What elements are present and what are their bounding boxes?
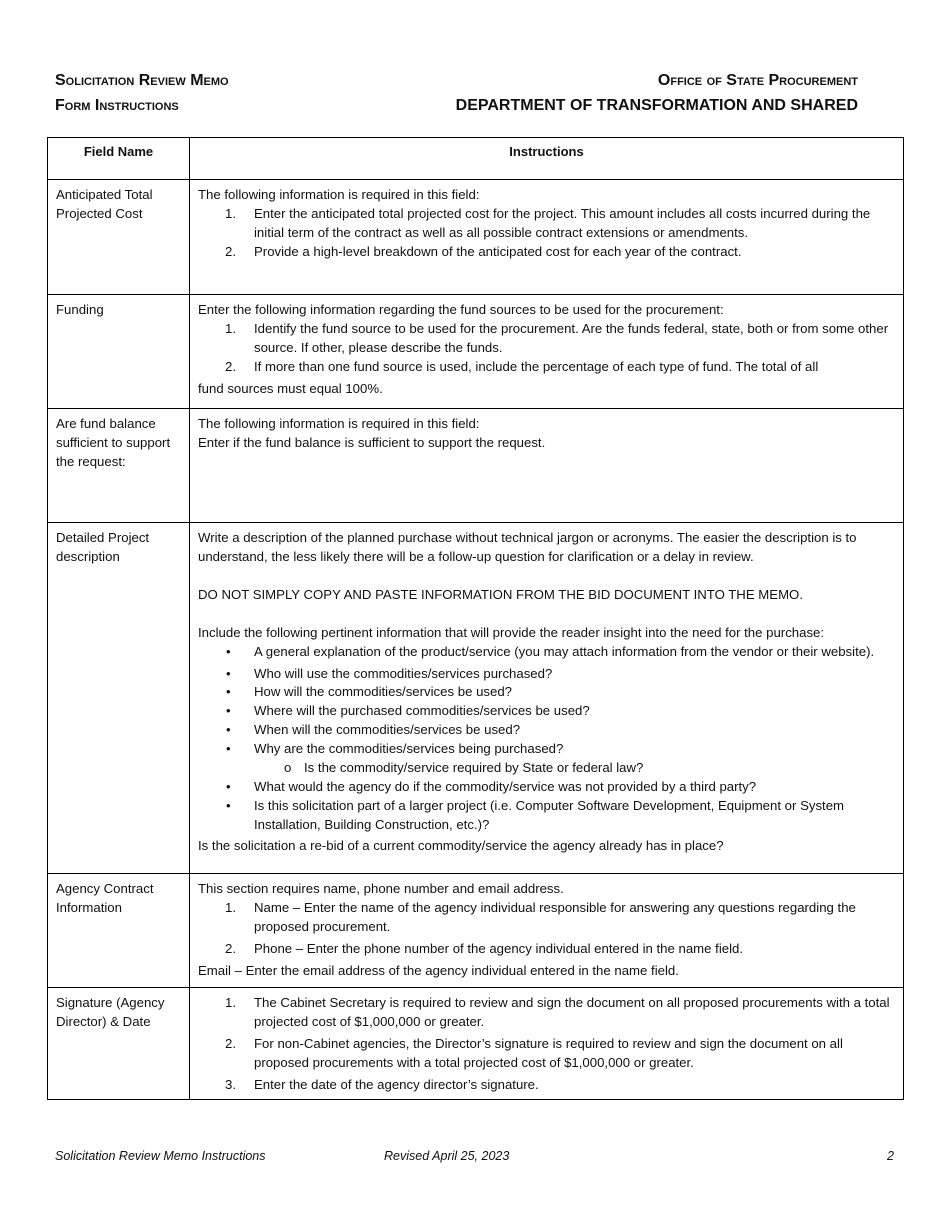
list-item: 2. If more than one fund source is used, include the percentage of each type of fund. The total of all bbox=[225, 358, 819, 374]
col-instructions: Instructions bbox=[190, 138, 904, 180]
instructions bbox=[190, 295, 904, 409]
list-item: 2. Provide a high-level breakdown of the anticipated cost for each year of the contract. bbox=[225, 243, 742, 259]
bullet-item: • When will the commodities/services be used? bbox=[226, 722, 521, 738]
field-name: Detailed Project description bbox=[48, 523, 190, 874]
instruction-text: fund sources must equal 100%. bbox=[198, 380, 383, 396]
page-number: 2 bbox=[887, 1149, 894, 1163]
doc-office bbox=[456, 68, 858, 118]
instruction-text: This section requires name, phone number and email address. bbox=[198, 881, 564, 896]
bullet-item: • Where will the purchased commodities/services be used? bbox=[226, 703, 590, 719]
footer-revised: Revised April 25, 2023 bbox=[384, 1149, 510, 1163]
instruction-text: Write a description of the planned purchase without technical jargon or acronyms. The easier the description is to understand, the less likely there will be a follow-up question for clarification or a delay in review. bbox=[198, 530, 857, 564]
doc-title bbox=[55, 68, 229, 118]
bullet-item: • How will the commodities/services be used? bbox=[226, 684, 512, 700]
field-name: Anticipated Total Projected Cost bbox=[48, 180, 190, 295]
list-item: 3. Enter the date of the agency director’s signature. bbox=[225, 1076, 539, 1092]
title-line-1: Solicitation Review Memo bbox=[55, 72, 229, 89]
table-row bbox=[48, 874, 904, 988]
instructions-table bbox=[47, 137, 904, 1100]
instruction-text: Is the solicitation a re-bid of a current commodity/service the agency already has in place? bbox=[198, 837, 724, 853]
col-field-name: Field Name bbox=[48, 138, 190, 180]
list-item: 2. Phone – Enter the phone number of the agency individual entered in the name field. bbox=[225, 940, 744, 956]
list-item: 1. Identify the fund source to be used for the procurement. Are the funds federal, state, both or from some other source. If other, please describe the funds. bbox=[225, 320, 889, 355]
instruction-text: Enter if the fund balance is sufficient to support the request. bbox=[198, 434, 546, 450]
instruction-text: The following information is required in this field: bbox=[198, 416, 480, 431]
instructions bbox=[190, 180, 904, 295]
list-item: 1. The Cabinet Secretary is required to review and sign the document on all proposed procurements with a total projected cost of $1,000,000 or greater. bbox=[225, 995, 890, 1029]
table-header bbox=[48, 138, 904, 180]
bullet-item: • Who will use the commodities/services purchased? bbox=[226, 665, 553, 681]
list-item: 1. Enter the anticipated total projected cost for the project. This amount includes all costs incurred during the initial term of the contract as well as all possible contract extensions or amendments. bbox=[225, 205, 871, 240]
office-name: Office of State Procurement bbox=[657, 72, 858, 89]
instructions bbox=[190, 409, 904, 523]
bullet-item: • What would the agency do if the commodity/service was not provided by a third party? bbox=[226, 778, 757, 794]
field-name: Funding bbox=[48, 295, 190, 409]
instruction-warning: DO NOT SIMPLY COPY AND PASTE INFORMATION FROM THE BID DOCUMENT INTO THE MEMO. bbox=[198, 586, 803, 602]
sub-bullet-item: o Is the commodity/service required by State or federal law? bbox=[284, 760, 644, 776]
field-name: Signature (Agency Director) & Date bbox=[48, 988, 190, 1100]
table-row bbox=[48, 295, 904, 409]
title-line-2: Form Instructions bbox=[55, 97, 179, 114]
footer-title: Solicitation Review Memo Instructions bbox=[55, 1149, 266, 1163]
instructions bbox=[190, 988, 904, 1100]
field-name: Are fund balance sufficient to support the request: bbox=[48, 409, 190, 523]
table-row bbox=[48, 523, 904, 874]
bullet-item: • Why are the commodities/services being purchased? bbox=[226, 741, 564, 757]
bullet-item: • A general explanation of the product/service (you may attach information from the vendor or their website). bbox=[226, 643, 875, 659]
instruction-text: The following information is required in this field: bbox=[198, 187, 480, 202]
list-item: 1. Name – Enter the name of the agency individual responsible for answering any questions regarding the proposed procurement. bbox=[225, 899, 856, 934]
instruction-text: Email – Enter the email address of the agency individual entered in the name field. bbox=[198, 962, 679, 978]
instruction-text: Enter the following information regarding the fund sources to be used for the procurement: bbox=[198, 302, 724, 317]
table-row bbox=[48, 988, 904, 1100]
bullet-item: • Is this solicitation part of a larger project (i.e. Computer Software Development, Equipment or System Installation, Building Construction, etc.)? bbox=[226, 797, 845, 832]
field-name: Agency Contract Information bbox=[48, 874, 190, 988]
instructions bbox=[190, 523, 904, 874]
department-name: DEPARTMENT OF TRANSFORMATION AND SHARED bbox=[455, 97, 858, 114]
table-row bbox=[48, 409, 904, 523]
instructions bbox=[190, 874, 904, 988]
list-item: 2. For non-Cabinet agencies, the Director’s signature is required to review and sign the document on all proposed procurements with a total projected cost of $1,000,000 or greater. bbox=[225, 1035, 843, 1070]
instruction-text: Include the following pertinent information that will provide the reader insight into the need for the purchase: bbox=[198, 624, 825, 640]
table-row bbox=[48, 180, 904, 295]
